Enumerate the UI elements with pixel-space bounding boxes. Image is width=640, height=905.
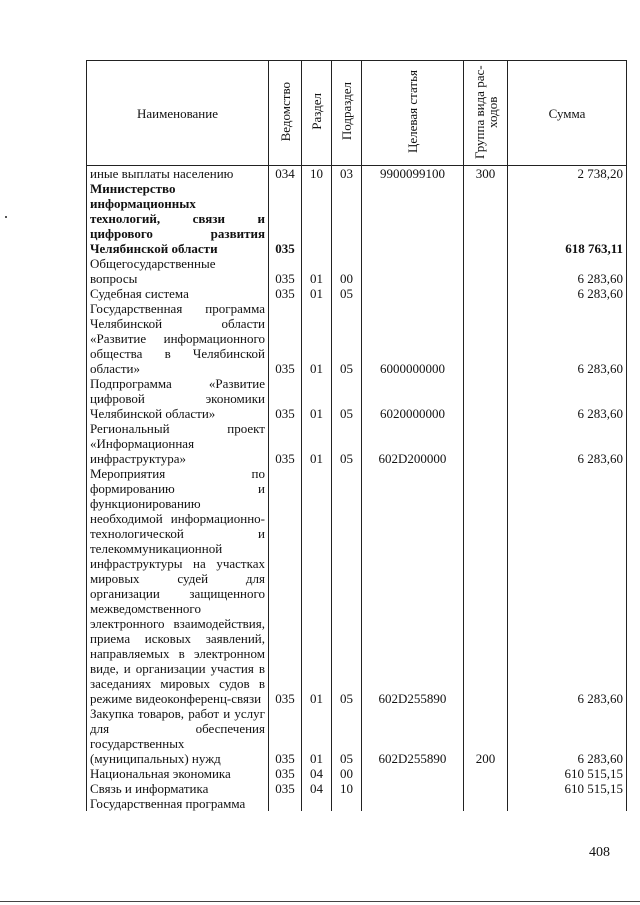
cell-vedomstvo: 035	[269, 286, 302, 301]
header-tselevaya: Целевая статья	[362, 61, 464, 166]
cell-name: Закупка товаров, работ и услуг для обеспечения государственных (муниципальных) нужд	[87, 706, 269, 766]
cell-vedomstvo: 035	[269, 466, 302, 706]
table-row	[87, 166, 627, 182]
cell-tselevaya	[362, 796, 464, 811]
cell-vedomstvo: 035	[269, 781, 302, 796]
cell-razdel: 04	[302, 781, 332, 796]
cell-razdel: 01	[302, 421, 332, 466]
cell-name: Государственная программа Челябинской области «Развитие информационного общества в Челябинской области»	[87, 301, 269, 376]
cell-vedomstvo	[269, 796, 302, 811]
cell-podrazdel	[332, 181, 362, 256]
header-vedomstvo: Ведомство	[269, 61, 302, 166]
cell-tselevaya: 602D200000	[362, 421, 464, 466]
table-row	[87, 796, 627, 811]
cell-tselevaya: 602D255890	[362, 466, 464, 706]
cell-tselevaya: 6000000000	[362, 301, 464, 376]
cell-gruppa	[464, 181, 508, 256]
cell-tselevaya: 9900099100	[362, 166, 464, 182]
cell-summa: 618 763,11	[508, 181, 627, 256]
cell-razdel: 01	[302, 706, 332, 766]
cell-vedomstvo: 035	[269, 181, 302, 256]
header-summa: Сумма	[508, 61, 627, 166]
cell-podrazdel: 05	[332, 376, 362, 421]
cell-podrazdel: 03	[332, 166, 362, 182]
table-row	[87, 181, 627, 256]
cell-podrazdel: 05	[332, 706, 362, 766]
cell-vedomstvo: 035	[269, 421, 302, 466]
cell-vedomstvo: 035	[269, 301, 302, 376]
cell-summa: 610 515,15	[508, 781, 627, 796]
bottom-rule	[0, 901, 640, 902]
cell-razdel	[302, 796, 332, 811]
budget-table	[86, 60, 627, 811]
cell-gruppa	[464, 301, 508, 376]
cell-gruppa	[464, 796, 508, 811]
cell-podrazdel: 00	[332, 256, 362, 286]
cell-razdel: 10	[302, 166, 332, 182]
table-row	[87, 256, 627, 286]
cell-summa	[508, 796, 627, 811]
cell-vedomstvo: 034	[269, 166, 302, 182]
header-podrazdel: Подраздел	[332, 61, 362, 166]
cell-gruppa	[464, 766, 508, 781]
cell-razdel: 04	[302, 766, 332, 781]
table-row	[87, 286, 627, 301]
cell-name: Связь и информатика	[87, 781, 269, 796]
table-row	[87, 301, 627, 376]
cell-podrazdel: 05	[332, 421, 362, 466]
table-row	[87, 376, 627, 421]
cell-vedomstvo: 035	[269, 376, 302, 421]
table-row	[87, 766, 627, 781]
cell-gruppa	[464, 421, 508, 466]
cell-name: Национальная экономика	[87, 766, 269, 781]
cell-summa: 6 283,60	[508, 256, 627, 286]
cell-gruppa: 200	[464, 706, 508, 766]
cell-summa: 6 283,60	[508, 301, 627, 376]
cell-tselevaya: 6020000000	[362, 376, 464, 421]
cell-podrazdel: 00	[332, 766, 362, 781]
cell-tselevaya	[362, 286, 464, 301]
cell-name: Государственная программа	[87, 796, 269, 811]
cell-summa: 2 738,20	[508, 166, 627, 182]
header-name: Наименование	[87, 61, 269, 166]
table-row	[87, 466, 627, 706]
cell-vedomstvo: 035	[269, 706, 302, 766]
page-number: 408	[589, 845, 610, 860]
cell-name: иные выплаты населению	[87, 166, 269, 182]
cell-name: Общегосударственные вопросы	[87, 256, 269, 286]
cell-vedomstvo: 035	[269, 766, 302, 781]
cell-tselevaya	[362, 781, 464, 796]
cell-name: Министерство информационных технологий, связи и цифрового развития Челябинской области	[87, 181, 269, 256]
cell-gruppa	[464, 466, 508, 706]
cell-razdel: 01	[302, 376, 332, 421]
cell-name: Судебная система	[87, 286, 269, 301]
cell-razdel: 01	[302, 301, 332, 376]
cell-podrazdel: 05	[332, 466, 362, 706]
cell-summa: 6 283,60	[508, 706, 627, 766]
cell-summa: 6 283,60	[508, 286, 627, 301]
cell-podrazdel: 10	[332, 781, 362, 796]
cell-razdel: 01	[302, 466, 332, 706]
table-row	[87, 706, 627, 766]
cell-vedomstvo: 035	[269, 256, 302, 286]
cell-tselevaya	[362, 256, 464, 286]
cell-gruppa	[464, 781, 508, 796]
cell-tselevaya	[362, 181, 464, 256]
cell-name: Подпрограмма «Развитие цифровой экономики Челябинской области»	[87, 376, 269, 421]
cell-summa: 6 283,60	[508, 421, 627, 466]
table-row	[87, 781, 627, 796]
cell-razdel	[302, 181, 332, 256]
cell-summa: 6 283,60	[508, 466, 627, 706]
cell-podrazdel: 05	[332, 301, 362, 376]
header-gruppa: Группа вида рас-ходов	[464, 61, 508, 166]
cell-tselevaya: 602D255890	[362, 706, 464, 766]
header-razdel: Раздел	[302, 61, 332, 166]
cell-gruppa: 300	[464, 166, 508, 182]
cell-razdel: 01	[302, 286, 332, 301]
header-row	[87, 61, 627, 166]
cell-summa: 610 515,15	[508, 766, 627, 781]
table-row	[87, 421, 627, 466]
cell-summa: 6 283,60	[508, 376, 627, 421]
margin-dot	[5, 216, 7, 218]
cell-name: Региональный проект «Информационная инфраструктура»	[87, 421, 269, 466]
cell-podrazdel	[332, 796, 362, 811]
cell-podrazdel: 05	[332, 286, 362, 301]
cell-gruppa	[464, 256, 508, 286]
cell-gruppa	[464, 376, 508, 421]
cell-razdel: 01	[302, 256, 332, 286]
cell-gruppa	[464, 286, 508, 301]
cell-name: Мероприятия по формированию и функционированию необходимой информационно-технологической и телекоммуникационной инфраструктуры на участках мировых судей для организации защищенного межведомственного электронного взаимодействия, приема исковых заявлений, направляемых в электронном виде, и организации участия в заседаниях мировых судов в режиме видеоконференц-связи	[87, 466, 269, 706]
cell-tselevaya	[362, 766, 464, 781]
